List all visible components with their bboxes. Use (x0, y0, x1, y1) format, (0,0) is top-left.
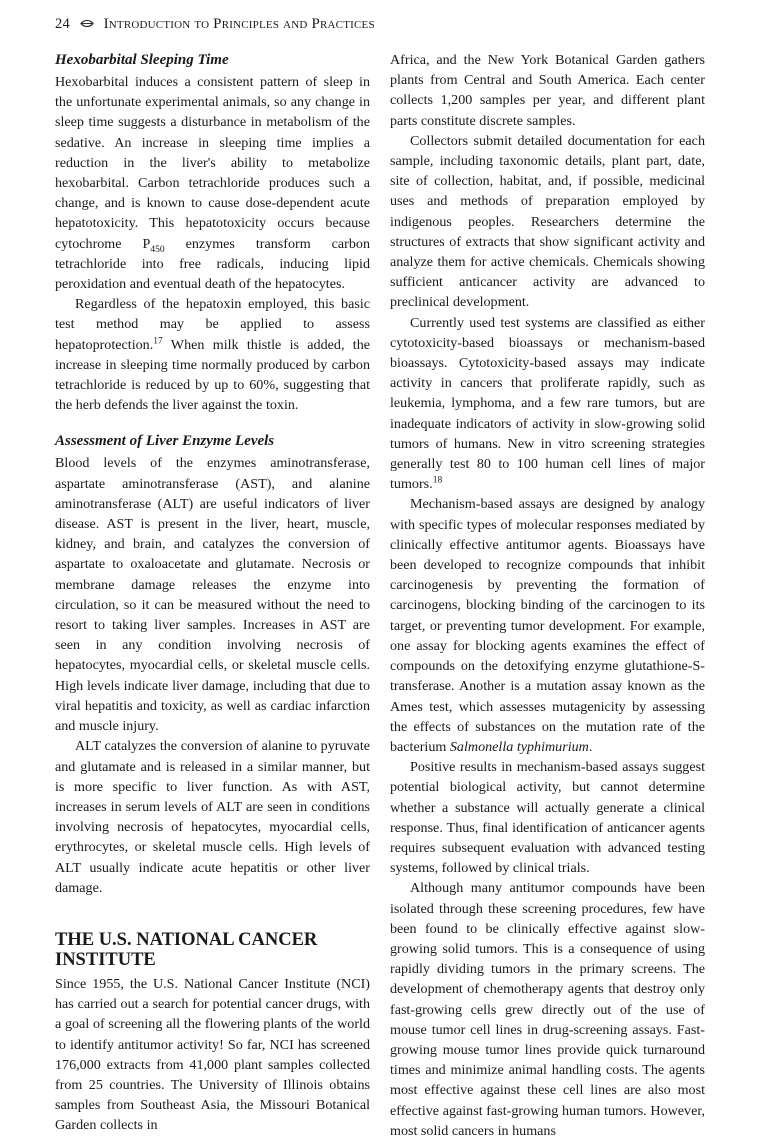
paragraph: Mechanism-based assays are designed by analogy with specific types of molecular responses mediated by clinically effective antitumor agents. Bioassays have been developed to recognize compounds that inhibit carcinogenesis by preventing the formation of carcinogens, blocking binding of the carcinogen to its target, or preventing tumor development. For example, one assay for blocking agents examines the effect of compounds on the detoxifying enzyme glutathione-S-transferase. Another is a mutation assay known as the Ames test, which assesses mutagenicity by assessing the effects of substances on the mutation rate of the bacterium Salmonella typhimurium. (390, 496, 705, 755)
right-column (390, 50, 705, 1141)
running-title: Introduction to Principles and Practices (103, 16, 375, 32)
leaf-ornament-icon (80, 17, 94, 32)
footnote-ref: 18 (432, 475, 443, 486)
paragraph: Positive results in mechanism-based assays suggest potential biological activity, but cannot determine whether a substance will actually generate a clinical response. Thus, final identification of anticancer agents requires subsequent evaluation with advanced testing systems, followed by clinical trials. (390, 759, 705, 877)
paragraph: Blood levels of the enzymes aminotransferase, aspartate aminotransferase (AST), and alanine aminotransferase (ALT) are useful indicators of liver disease. AST is present in the liver, heart, muscle, kidney, and brain, and catalyzes the conversion of aspartate to oxaloacetate and glutamate. Necrosis or membrane damage releases the enzyme into circulation, so it can be measured without the need to resort to taking liver samples. Increases in AST are seen in any condition involving necrosis of hepatocytes, myocardial cells, or skeletal muscle cells. High levels indicate liver damage, including that due to viral hepatitis and toxicity, as well as cardiac infarction and muscle injury. (55, 455, 370, 735)
paragraph: Currently used test systems are classified as either cytotoxicity-based bioassays or mechanism-based bioassays. Cytotoxicity-based assays may indicate activity in cancers that proliferate rapidly, such as leukemia, lymphoma, and a few rare tumors, but are inadequate indicators of activity in slow-growing solid tumors of humans. New in vitro screening strategies generally test 80 to 100 human cell lines of major tumors.$^{18}$ (390, 314, 705, 493)
paragraph: Regardless of the hepatoxin employed, this basic test method may be applied to assess hepatoprotection.$^{17}$ When milk thistle is added, the increase in sleeping time normally produced by carbon tetrachloride is reduced by up to 60%, suggesting that the herb defends the liver against the toxin. (55, 296, 370, 414)
paragraph: Collectors submit detailed documentation for each sample, including taxonomic details, plant part, date, site of collection, habitat, and, if possible, medicinal uses and methods of preparation employed by indigenous peoples. Researchers determine the structures of extracts that show significant activity and analyze them for active chemicals. Chemicals showing sufficient anticancer activity are advanced to preclinical development. (390, 132, 705, 311)
paragraph: Africa, and the New York Botanical Garden gathers plants from Central and South America. Each center collects 1,200 samples per year, and different plant parts constitute discrete samples. (390, 52, 705, 129)
subheading-liver-enzymes: Assessment of Liver Enzyme Levels (55, 433, 275, 450)
paragraph: Although many antitumor compounds have been isolated through these screening procedures, few have been found to be clinically effective against slow-growing solid tumors. This is a consequence of using rapidly dividing tumors in the primary screens. The development of chemotherapy agents that destroy only fast-growing cells grew directly out of the use of mouse tumor cell lines in drug-screening assays. Fast-growing mouse tumor lines provide quick turnaround times and minimize animal handling costs. The agents most effective against these cell lines are also most effective against fast-growing human tumors. However, most solid cancers in humans (390, 880, 705, 1139)
subheading-hexobarbital: Hexobarbital Sleeping Time (55, 52, 229, 68)
paragraph: Since 1955, the U.S. National Cancer Institute (NCI) has carried out a search for potential cancer drugs, with a goal of screening all the flowering plants of the world to identify antitumor activity! So far, NCI has screened 176,000 extracts from 41,000 plant samples collected from 25 countries. The University of Illinois obtains samples from Southeast Asia, the Missouri Botanical Garden collects in (55, 975, 370, 1134)
section-heading-nci: THE U.S. NATIONAL CANCER INSTITUTE (55, 929, 318, 970)
footnote-ref: 17 (153, 335, 163, 346)
page-number: 24 (55, 16, 70, 32)
paragraph: Hexobarbital induces a consistent pattern of sleep in the unfortunate experimental animals, so any change in sleep time suggests a disturbance in metabolism of the sedative. An increase in sleeping time implies a reduction in the liver's ability to metabolize hexobarbital. Carbon tetrachloride produces such a change, and is known to cause dose-dependent acute hepatotoxicity. This hepatotoxicity occurs because cytochrome $P_{450}$ enzymes transform carbon tetrachloride into free radicals, inducing lipid peroxidation and eventual death of the hepatocytes. (55, 74, 371, 293)
left-column (55, 50, 370, 1136)
paragraph: ALT catalyzes the conversion of alanine to pyruvate and glutamate and is released in a similar manner, but is more specific to liver function. As with AST, increases in serum levels of ALT are seen in conditions involving necrosis of hepatocytes, myocardial cells, erythrocytes, or skeletal muscle cells. High levels of ALT usually indicate acute hepatitis or other liver damage. (55, 738, 370, 896)
running-header (55, 16, 375, 33)
